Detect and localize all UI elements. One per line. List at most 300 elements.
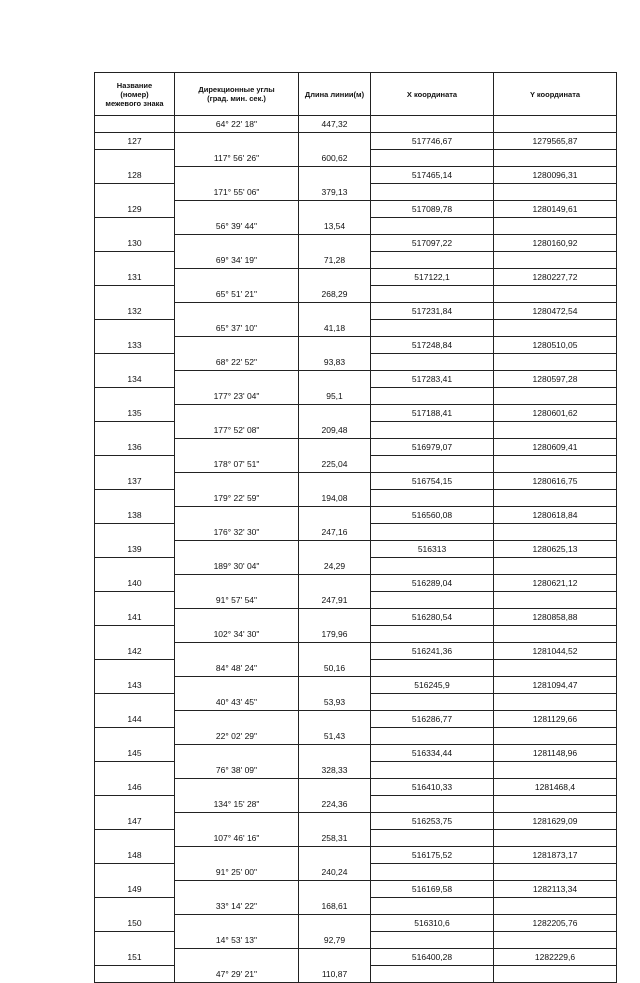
x-coordinate-cell: 516560,08 [371, 507, 494, 524]
segment-row [95, 184, 617, 201]
angle-blank-cell [175, 575, 299, 592]
point-row [95, 201, 617, 218]
segment-row [95, 592, 617, 609]
point-name-cell: 147 [95, 813, 175, 830]
point-row [95, 915, 617, 932]
y-coordinate-cell: 1280472,54 [494, 303, 617, 320]
point-name-cell: 131 [95, 269, 175, 286]
point-row [95, 473, 617, 490]
point-name-cell: 149 [95, 881, 175, 898]
header-x-coordinate: X координата [371, 73, 494, 116]
length-blank-cell [299, 337, 371, 354]
segment-row [95, 796, 617, 813]
table-body [95, 116, 617, 983]
direction-angle-cell: 189° 30' 04" [175, 558, 299, 575]
point-row [95, 133, 617, 150]
x-blank-cell [371, 558, 494, 575]
line-length-cell: 50,16 [299, 660, 371, 677]
segment-blank-cell [95, 762, 175, 779]
x-coordinate-cell: 517122,1 [371, 269, 494, 286]
point-name-cell: 136 [95, 439, 175, 456]
direction-angle-cell: 134° 15' 28" [175, 796, 299, 813]
line-length-cell: 247,16 [299, 524, 371, 541]
length-blank-cell [299, 473, 371, 490]
angle-blank-cell [175, 643, 299, 660]
point-name-cell: 128 [95, 167, 175, 184]
angle-blank-cell [175, 269, 299, 286]
segment-blank-cell [95, 966, 175, 983]
segment-blank-cell [95, 320, 175, 337]
point-name-cell: 133 [95, 337, 175, 354]
segment-blank-cell [95, 422, 175, 439]
segment-row [95, 490, 617, 507]
x-coordinate-cell: 517231,84 [371, 303, 494, 320]
x-blank-cell [371, 796, 494, 813]
line-length-cell: 268,29 [299, 286, 371, 303]
line-length-cell: 379,13 [299, 184, 371, 201]
table-header-row [95, 73, 617, 116]
x-blank-cell [371, 116, 494, 133]
segment-blank-cell [95, 218, 175, 235]
x-blank-cell [371, 694, 494, 711]
x-coordinate-cell: 516310,6 [371, 915, 494, 932]
point-name-cell: 140 [95, 575, 175, 592]
point-row [95, 745, 617, 762]
segment-blank-cell [95, 184, 175, 201]
y-blank-cell [494, 388, 617, 405]
segment-row [95, 660, 617, 677]
segment-blank-cell [95, 354, 175, 371]
point-row [95, 235, 617, 252]
line-length-cell: 328,33 [299, 762, 371, 779]
point-name-cell: 132 [95, 303, 175, 320]
direction-angle-cell: 84° 48' 24" [175, 660, 299, 677]
x-blank-cell [371, 626, 494, 643]
point-row [95, 303, 617, 320]
y-coordinate-cell: 1280625,13 [494, 541, 617, 558]
line-length-cell: 600,62 [299, 150, 371, 167]
direction-angle-cell: 76° 38' 09" [175, 762, 299, 779]
x-coordinate-cell: 516286,77 [371, 711, 494, 728]
angle-blank-cell [175, 813, 299, 830]
line-length-cell: 24,29 [299, 558, 371, 575]
segment-blank-cell [95, 252, 175, 269]
y-blank-cell [494, 728, 617, 745]
point-row [95, 677, 617, 694]
x-coordinate-cell: 516400,28 [371, 949, 494, 966]
point-name-cell: 143 [95, 677, 175, 694]
direction-angle-cell: 56° 39' 44" [175, 218, 299, 235]
y-blank-cell [494, 252, 617, 269]
direction-angle-cell: 117° 56' 26" [175, 150, 299, 167]
x-blank-cell [371, 422, 494, 439]
direction-angle-cell: 68° 22' 52" [175, 354, 299, 371]
segment-blank-cell [95, 558, 175, 575]
point-row [95, 711, 617, 728]
x-blank-cell [371, 932, 494, 949]
line-length-cell: 447,32 [299, 116, 371, 133]
y-coordinate-cell: 1281094,47 [494, 677, 617, 694]
line-length-cell: 209,48 [299, 422, 371, 439]
y-blank-cell [494, 490, 617, 507]
segment-blank-cell [95, 864, 175, 881]
segment-row [95, 286, 617, 303]
x-blank-cell [371, 456, 494, 473]
angle-blank-cell [175, 541, 299, 558]
y-blank-cell [494, 218, 617, 235]
y-blank-cell [494, 354, 617, 371]
segment-blank-cell [95, 728, 175, 745]
direction-angle-cell: 102° 34' 30" [175, 626, 299, 643]
length-blank-cell [299, 813, 371, 830]
length-blank-cell [299, 711, 371, 728]
line-length-cell: 110,87 [299, 966, 371, 983]
y-coordinate-cell: 1279565,87 [494, 133, 617, 150]
length-blank-cell [299, 167, 371, 184]
x-coordinate-cell: 517248,84 [371, 337, 494, 354]
point-row [95, 167, 617, 184]
direction-angle-cell: 33° 14' 22" [175, 898, 299, 915]
length-blank-cell [299, 507, 371, 524]
y-coordinate-cell: 1281129,66 [494, 711, 617, 728]
angle-blank-cell [175, 677, 299, 694]
x-blank-cell [371, 864, 494, 881]
point-name-cell: 138 [95, 507, 175, 524]
segment-row [95, 252, 617, 269]
point-name-cell: 150 [95, 915, 175, 932]
point-row [95, 405, 617, 422]
x-coordinate-cell: 517746,67 [371, 133, 494, 150]
x-coordinate-cell: 517188,41 [371, 405, 494, 422]
x-blank-cell [371, 830, 494, 847]
y-blank-cell [494, 184, 617, 201]
y-blank-cell [494, 966, 617, 983]
angle-blank-cell [175, 609, 299, 626]
direction-angle-cell: 176° 32' 30" [175, 524, 299, 541]
length-blank-cell [299, 371, 371, 388]
y-blank-cell [494, 660, 617, 677]
y-coordinate-cell: 1280227,72 [494, 269, 617, 286]
length-blank-cell [299, 575, 371, 592]
segment-row [95, 320, 617, 337]
point-row [95, 439, 617, 456]
y-blank-cell [494, 150, 617, 167]
x-coordinate-cell: 516313 [371, 541, 494, 558]
x-blank-cell [371, 150, 494, 167]
segment-blank-cell [95, 592, 175, 609]
y-coordinate-cell: 1280096,31 [494, 167, 617, 184]
point-name-cell: 127 [95, 133, 175, 150]
angle-blank-cell [175, 949, 299, 966]
segment-blank-cell [95, 524, 175, 541]
line-length-cell: 179,96 [299, 626, 371, 643]
y-coordinate-cell: 1280160,92 [494, 235, 617, 252]
point-name-cell: 135 [95, 405, 175, 422]
y-blank-cell [494, 320, 617, 337]
x-coordinate-cell: 516241,36 [371, 643, 494, 660]
y-coordinate-cell: 1280616,75 [494, 473, 617, 490]
point-name-cell: 141 [95, 609, 175, 626]
angle-blank-cell [175, 371, 299, 388]
y-coordinate-cell: 1280621,12 [494, 575, 617, 592]
point-row [95, 847, 617, 864]
length-blank-cell [299, 303, 371, 320]
point-name-cell: 148 [95, 847, 175, 864]
angle-blank-cell [175, 303, 299, 320]
line-length-cell: 53,93 [299, 694, 371, 711]
length-blank-cell [299, 677, 371, 694]
segment-row [95, 558, 617, 575]
x-blank-cell [371, 184, 494, 201]
length-blank-cell [299, 609, 371, 626]
segment-row [95, 864, 617, 881]
y-coordinate-cell: 1281044,52 [494, 643, 617, 660]
length-blank-cell [299, 745, 371, 762]
point-name-cell: 145 [95, 745, 175, 762]
line-length-cell: 168,61 [299, 898, 371, 915]
x-coordinate-cell: 516334,44 [371, 745, 494, 762]
length-blank-cell [299, 643, 371, 660]
y-blank-cell [494, 694, 617, 711]
angle-blank-cell [175, 235, 299, 252]
length-blank-cell [299, 201, 371, 218]
line-length-cell: 41,18 [299, 320, 371, 337]
y-blank-cell [494, 456, 617, 473]
length-blank-cell [299, 269, 371, 286]
direction-angle-cell: 14° 53' 13" [175, 932, 299, 949]
length-blank-cell [299, 439, 371, 456]
point-name-cell: 129 [95, 201, 175, 218]
direction-angle-cell: 64° 22' 18" [175, 116, 299, 133]
x-coordinate-cell: 516754,15 [371, 473, 494, 490]
x-coordinate-cell: 516289,04 [371, 575, 494, 592]
segment-blank-cell [95, 660, 175, 677]
line-length-cell: 71,28 [299, 252, 371, 269]
segment-row [95, 422, 617, 439]
y-blank-cell [494, 796, 617, 813]
line-length-cell: 224,36 [299, 796, 371, 813]
segment-blank-cell [95, 626, 175, 643]
direction-angle-cell: 40° 43' 45" [175, 694, 299, 711]
point-row [95, 813, 617, 830]
direction-angle-cell: 22° 02' 29" [175, 728, 299, 745]
segment-row [95, 524, 617, 541]
angle-blank-cell [175, 473, 299, 490]
y-coordinate-cell: 1280609,41 [494, 439, 617, 456]
y-coordinate-cell: 1280858,88 [494, 609, 617, 626]
y-blank-cell [494, 422, 617, 439]
point-name-cell: 139 [95, 541, 175, 558]
segment-row [95, 898, 617, 915]
y-coordinate-cell: 1282229,6 [494, 949, 617, 966]
x-coordinate-cell: 516410,33 [371, 779, 494, 796]
length-blank-cell [299, 949, 371, 966]
direction-angle-cell: 65° 37' 10" [175, 320, 299, 337]
direction-angle-cell: 91° 25' 00" [175, 864, 299, 881]
direction-angle-cell: 171° 55' 06" [175, 184, 299, 201]
point-row [95, 643, 617, 660]
length-blank-cell [299, 405, 371, 422]
segment-row [95, 694, 617, 711]
angle-blank-cell [175, 439, 299, 456]
x-blank-cell [371, 592, 494, 609]
point-row [95, 269, 617, 286]
angle-blank-cell [175, 881, 299, 898]
header-line-length: Длина линии(м) [299, 73, 371, 116]
x-blank-cell [371, 490, 494, 507]
angle-blank-cell [175, 847, 299, 864]
x-blank-cell [371, 320, 494, 337]
angle-blank-cell [175, 405, 299, 422]
point-row [95, 609, 617, 626]
point-name-cell: 130 [95, 235, 175, 252]
x-coordinate-cell: 517089,78 [371, 201, 494, 218]
length-blank-cell [299, 133, 371, 150]
point-row [95, 371, 617, 388]
y-coordinate-cell: 1281629,09 [494, 813, 617, 830]
point-name-cell: 151 [95, 949, 175, 966]
line-length-cell: 194,08 [299, 490, 371, 507]
point-name-cell: 137 [95, 473, 175, 490]
segment-blank-cell [95, 694, 175, 711]
y-blank-cell [494, 932, 617, 949]
x-coordinate-cell: 516280,54 [371, 609, 494, 626]
segment-row [95, 728, 617, 745]
y-coordinate-cell: 1280601,62 [494, 405, 617, 422]
x-blank-cell [371, 660, 494, 677]
angle-blank-cell [175, 507, 299, 524]
x-blank-cell [371, 966, 494, 983]
y-blank-cell [494, 762, 617, 779]
x-blank-cell [371, 388, 494, 405]
x-blank-cell [371, 728, 494, 745]
direction-angle-cell: 177° 52' 08" [175, 422, 299, 439]
direction-angle-cell: 179° 22' 59" [175, 490, 299, 507]
y-coordinate-cell: 1282113,34 [494, 881, 617, 898]
point-row [95, 507, 617, 524]
line-length-cell: 247,91 [299, 592, 371, 609]
segment-row [95, 218, 617, 235]
y-blank-cell [494, 592, 617, 609]
line-length-cell: 51,43 [299, 728, 371, 745]
x-blank-cell [371, 762, 494, 779]
y-blank-cell [494, 116, 617, 133]
line-length-cell: 93,83 [299, 354, 371, 371]
angle-blank-cell [175, 167, 299, 184]
line-length-cell: 240,24 [299, 864, 371, 881]
angle-blank-cell [175, 779, 299, 796]
line-length-cell: 225,04 [299, 456, 371, 473]
y-blank-cell [494, 898, 617, 915]
header-point-name: Название (номер) межевого знака [95, 73, 175, 116]
point-row [95, 575, 617, 592]
angle-blank-cell [175, 337, 299, 354]
boundary-points-table [94, 72, 617, 983]
y-blank-cell [494, 286, 617, 303]
angle-blank-cell [175, 915, 299, 932]
point-row [95, 949, 617, 966]
segment-row [95, 116, 617, 133]
x-blank-cell [371, 898, 494, 915]
segment-row [95, 626, 617, 643]
line-length-cell: 258,31 [299, 830, 371, 847]
point-name-cell: 144 [95, 711, 175, 728]
length-blank-cell [299, 881, 371, 898]
segment-blank-cell [95, 388, 175, 405]
segment-row [95, 456, 617, 473]
header-y-coordinate: Y координата [494, 73, 617, 116]
segment-blank-cell [95, 456, 175, 473]
length-blank-cell [299, 915, 371, 932]
point-name-cell: 146 [95, 779, 175, 796]
length-blank-cell [299, 779, 371, 796]
direction-angle-cell: 178° 07' 51" [175, 456, 299, 473]
point-name-cell: 134 [95, 371, 175, 388]
point-row [95, 337, 617, 354]
segment-blank-cell [95, 898, 175, 915]
x-coordinate-cell: 516253,75 [371, 813, 494, 830]
angle-blank-cell [175, 711, 299, 728]
length-blank-cell [299, 235, 371, 252]
x-blank-cell [371, 286, 494, 303]
angle-blank-cell [175, 133, 299, 150]
segment-row [95, 966, 617, 983]
x-coordinate-cell: 516169,58 [371, 881, 494, 898]
direction-angle-cell: 91° 57' 54" [175, 592, 299, 609]
x-coordinate-cell: 517283,41 [371, 371, 494, 388]
angle-blank-cell [175, 745, 299, 762]
segment-row [95, 388, 617, 405]
direction-angle-cell: 69° 34' 19" [175, 252, 299, 269]
line-length-cell: 92,79 [299, 932, 371, 949]
x-blank-cell [371, 354, 494, 371]
x-blank-cell [371, 218, 494, 235]
y-coordinate-cell: 1280618,84 [494, 507, 617, 524]
x-coordinate-cell: 516175,52 [371, 847, 494, 864]
y-blank-cell [494, 558, 617, 575]
segment-row [95, 762, 617, 779]
direction-angle-cell: 65° 51' 21" [175, 286, 299, 303]
segment-row [95, 354, 617, 371]
x-coordinate-cell: 516979,07 [371, 439, 494, 456]
y-coordinate-cell: 1282205,76 [494, 915, 617, 932]
x-coordinate-cell: 517097,22 [371, 235, 494, 252]
y-coordinate-cell: 1280597,28 [494, 371, 617, 388]
direction-angle-cell: 107° 46' 16" [175, 830, 299, 847]
direction-angle-cell: 47° 29' 21" [175, 966, 299, 983]
segment-blank-cell [95, 490, 175, 507]
y-coordinate-cell: 1281148,96 [494, 745, 617, 762]
y-blank-cell [494, 864, 617, 881]
point-name-cell: 142 [95, 643, 175, 660]
header-direction-angle: Дирекционные углы (град. мин. сек.) [175, 73, 299, 116]
segment-blank-cell [95, 116, 175, 133]
direction-angle-cell: 177° 23' 04" [175, 388, 299, 405]
y-blank-cell [494, 524, 617, 541]
segment-blank-cell [95, 150, 175, 167]
y-coordinate-cell: 1280149,61 [494, 201, 617, 218]
x-coordinate-cell: 517465,14 [371, 167, 494, 184]
segment-blank-cell [95, 932, 175, 949]
point-row [95, 541, 617, 558]
angle-blank-cell [175, 201, 299, 218]
x-blank-cell [371, 252, 494, 269]
segment-blank-cell [95, 286, 175, 303]
y-coordinate-cell: 1281468,4 [494, 779, 617, 796]
y-blank-cell [494, 626, 617, 643]
x-coordinate-cell: 516245,9 [371, 677, 494, 694]
y-coordinate-cell: 1280510,05 [494, 337, 617, 354]
